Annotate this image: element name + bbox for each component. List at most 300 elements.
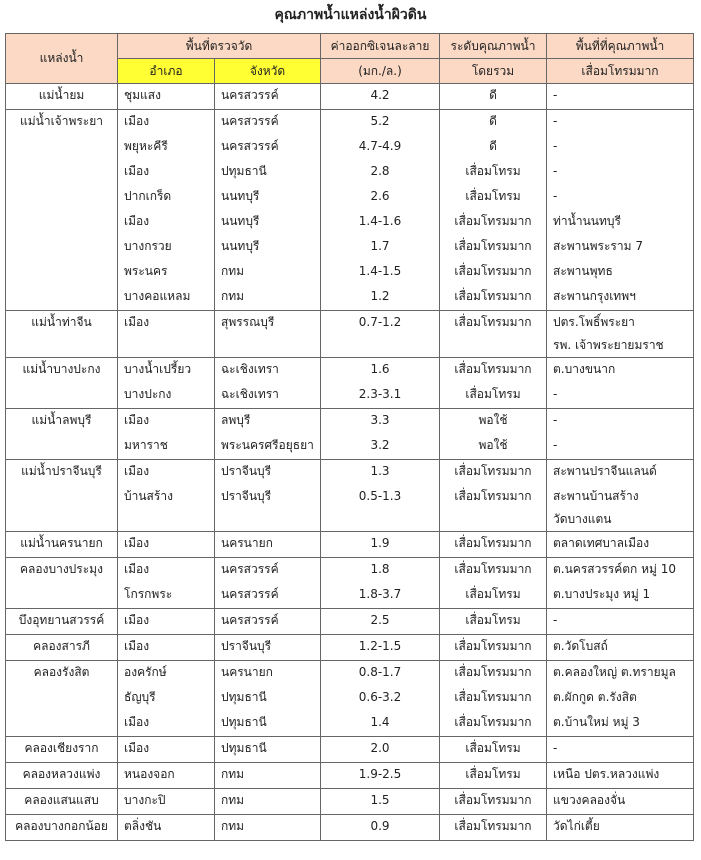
row-quality-level <box>440 460 547 486</box>
table-row <box>6 789 694 815</box>
row-source <box>6 135 118 160</box>
table-row <box>6 609 694 635</box>
row-province-text: ปทุมธานี <box>221 741 267 755</box>
table-row <box>6 160 694 185</box>
row-do-value-text: 1.9 <box>370 536 390 550</box>
row-district-text: ปากเกร็ด <box>124 189 172 203</box>
row-district <box>118 763 215 789</box>
table-row <box>6 383 694 409</box>
table-row <box>6 485 694 532</box>
row-quality-level-text: เสื่อมโทรมมาก <box>454 464 532 478</box>
row-poor-area-text: ต.นครสวรรค์ตก หมู่ 10 <box>553 562 677 576</box>
header-province: จังหวัด <box>215 59 321 84</box>
row-quality-level <box>440 737 547 763</box>
row-province <box>215 160 321 185</box>
row-do-value <box>321 185 440 210</box>
row-do-value <box>321 661 440 687</box>
row-quality-level <box>440 434 547 460</box>
row-quality-level <box>440 160 547 185</box>
row-poor-area-text: สะพานพุทธ <box>553 264 613 278</box>
row-district <box>118 358 215 384</box>
row-poor-area <box>547 532 694 558</box>
row-do-value-text: 1.6 <box>370 362 390 376</box>
row-province-text: นครสวรรค์ <box>221 587 279 601</box>
row-do-value-text: 3.2 <box>370 438 390 452</box>
table-row <box>6 260 694 285</box>
row-district-text: บางน้ำเปรี้ยว <box>124 362 192 376</box>
row-do-value <box>321 135 440 160</box>
row-district <box>118 686 215 711</box>
row-poor-area <box>547 409 694 435</box>
row-poor-area-text: - <box>553 88 558 102</box>
row-poor-area-text: ต.บางประมุง หมู่ 1 <box>553 587 651 601</box>
row-quality-level <box>440 532 547 558</box>
row-do-value <box>321 737 440 763</box>
row-province <box>215 686 321 711</box>
row-poor-area-text: - <box>553 189 558 203</box>
row-do-value-text: 0.6-3.2 <box>358 690 402 704</box>
row-district-text: เมือง <box>124 715 150 729</box>
row-province <box>215 185 321 210</box>
row-district-text: เมือง <box>124 164 150 178</box>
water-quality-table <box>5 33 694 841</box>
row-poor-area-text: - <box>553 114 558 128</box>
row-quality-level <box>440 210 547 235</box>
row-province <box>215 583 321 609</box>
row-poor-area-text-2: รพ. เจ้าพระยายมราช <box>553 338 664 352</box>
row-quality-level <box>440 815 547 841</box>
row-province-text: นนทบุรี <box>221 189 260 203</box>
row-province <box>215 358 321 384</box>
row-poor-area <box>547 110 694 136</box>
row-district <box>118 235 215 260</box>
row-district <box>118 409 215 435</box>
row-do-value-text: 2.3-3.1 <box>358 387 402 401</box>
row-poor-area <box>547 185 694 210</box>
row-do-value-text: 4.7-4.9 <box>358 139 402 153</box>
row-district <box>118 737 215 763</box>
row-source <box>6 485 118 532</box>
row-poor-area <box>547 285 694 311</box>
row-district <box>118 383 215 409</box>
row-province <box>215 460 321 486</box>
table-row <box>6 460 694 486</box>
row-poor-area <box>547 789 694 815</box>
row-poor-area-text: - <box>553 438 558 452</box>
row-province <box>215 311 321 358</box>
row-district <box>118 583 215 609</box>
row-do-value-text: 1.2 <box>370 289 390 303</box>
header-do-line1: ค่าออกซิเจนละลาย <box>321 34 440 59</box>
row-quality-level-text: เสื่อมโทรมมาก <box>454 690 532 704</box>
row-source <box>6 558 118 584</box>
row-quality-level-text: เสื่อมโทรม <box>465 587 521 601</box>
row-poor-area-text: - <box>553 387 558 401</box>
row-province <box>215 763 321 789</box>
row-district-text: โกรกพระ <box>124 587 173 601</box>
row-poor-area <box>547 711 694 737</box>
row-poor-area-text: ต.บ้านใหม่ หมู่ 3 <box>553 715 640 729</box>
table-row <box>6 210 694 235</box>
row-do-value <box>321 635 440 661</box>
row-district <box>118 635 215 661</box>
row-poor-area-text: ต.บางขนาก <box>553 362 616 376</box>
row-poor-area <box>547 460 694 486</box>
table-row <box>6 311 694 358</box>
row-province <box>215 434 321 460</box>
row-source <box>6 311 118 358</box>
table-row <box>6 84 694 110</box>
row-source <box>6 235 118 260</box>
row-province-text: นนทบุรี <box>221 239 260 253</box>
row-source-text: แม่น้ำท่าจีน <box>31 315 92 329</box>
row-province <box>215 135 321 160</box>
row-quality-level <box>440 235 547 260</box>
row-quality-level-text: พอใช้ <box>478 413 508 427</box>
row-district-text: เมือง <box>124 464 150 478</box>
row-district <box>118 485 215 532</box>
row-source-text: แม่น้ำปราจีนบุรี <box>21 464 102 478</box>
row-district <box>118 711 215 737</box>
row-do-value-text: 3.3 <box>370 413 390 427</box>
row-quality-level <box>440 635 547 661</box>
row-source <box>6 409 118 435</box>
row-quality-level-text: เสื่อมโทรม <box>465 164 521 178</box>
row-source <box>6 260 118 285</box>
row-district <box>118 815 215 841</box>
row-district-text: บางคอแหลม <box>124 289 191 303</box>
row-province-text: กทม <box>221 767 245 781</box>
row-poor-area-text: ท่าน้ำนนทบุรี <box>553 214 621 228</box>
row-do-value <box>321 409 440 435</box>
row-source <box>6 635 118 661</box>
row-do-value-text: 2.5 <box>370 613 390 627</box>
row-source <box>6 185 118 210</box>
header-level-line1: ระดับคุณภาพน้ำ <box>440 34 547 59</box>
row-source <box>6 434 118 460</box>
row-poor-area-text: สะพานบ้านสร้าง <box>553 489 639 503</box>
row-source-text: แม่น้ำลพบุรี <box>31 413 92 427</box>
row-province-text: กทม <box>221 819 245 833</box>
row-district-text: บ้านสร้าง <box>124 489 173 503</box>
row-province <box>215 789 321 815</box>
row-district-text: องครักษ์ <box>124 665 167 679</box>
table-row <box>6 110 694 136</box>
row-do-value-text: 2.6 <box>370 189 390 203</box>
row-province <box>215 235 321 260</box>
table-row <box>6 558 694 584</box>
table-row <box>6 185 694 210</box>
row-do-value <box>321 485 440 532</box>
row-district-text: มหาราช <box>124 438 168 452</box>
table-row <box>6 737 694 763</box>
row-province-text: นครสวรรค์ <box>221 139 279 153</box>
row-do-value-text: 1.8 <box>370 562 390 576</box>
row-district-text: เมือง <box>124 562 150 576</box>
row-source <box>6 358 118 384</box>
row-do-value <box>321 110 440 136</box>
row-province <box>215 635 321 661</box>
row-do-value <box>321 686 440 711</box>
row-poor-area <box>547 358 694 384</box>
row-province-text: ปทุมธานี <box>221 164 267 178</box>
row-do-value-text: 0.9 <box>370 819 390 833</box>
row-do-value-text: 1.5 <box>370 793 390 807</box>
row-source <box>6 815 118 841</box>
row-district-text: พระนคร <box>124 264 168 278</box>
row-district <box>118 532 215 558</box>
row-poor-area <box>547 160 694 185</box>
row-source-text: แม่น้ำบางปะกง <box>22 362 101 376</box>
table-row <box>6 815 694 841</box>
row-province <box>215 815 321 841</box>
row-province-text: นครนายก <box>221 665 273 679</box>
row-province <box>215 532 321 558</box>
row-poor-area-text: เหนือ ปตร.หลวงแพ่ง <box>553 767 660 781</box>
row-district-text: บางกะปิ <box>124 793 166 807</box>
row-district <box>118 84 215 110</box>
row-do-value-text: 1.3 <box>370 464 390 478</box>
row-poor-area <box>547 686 694 711</box>
row-province-text: ปทุมธานี <box>221 690 267 704</box>
row-province <box>215 409 321 435</box>
row-quality-level <box>440 661 547 687</box>
row-quality-level-text: พอใช้ <box>478 438 508 452</box>
row-quality-level <box>440 358 547 384</box>
row-province-text: ลพบุรี <box>221 413 251 427</box>
row-quality-level-text: เสื่อมโทรม <box>465 189 521 203</box>
row-quality-level-text: เสื่อมโทรมมาก <box>454 264 532 278</box>
row-source-text: แม่น้ำยม <box>38 88 85 102</box>
row-district-text: เมือง <box>124 114 150 128</box>
row-quality-level <box>440 789 547 815</box>
row-province-text: กทม <box>221 264 245 278</box>
row-do-value-text: 4.2 <box>370 88 390 102</box>
row-district-text: บางกรวย <box>124 239 172 253</box>
row-poor-area <box>547 609 694 635</box>
row-quality-level-text: เสื่อมโทรม <box>465 767 521 781</box>
row-poor-area <box>547 661 694 687</box>
row-quality-level-text: เสื่อมโทรมมาก <box>454 214 532 228</box>
row-poor-area <box>547 635 694 661</box>
row-do-value-text: 0.7-1.2 <box>358 315 402 329</box>
row-quality-level <box>440 285 547 311</box>
row-quality-level-text: เสื่อมโทรมมาก <box>454 562 532 576</box>
row-source <box>6 763 118 789</box>
row-quality-level-text: เสื่อมโทรมมาก <box>454 715 532 729</box>
row-quality-level-text: เสื่อมโทรมมาก <box>454 793 532 807</box>
row-province-text: นครนายก <box>221 536 273 550</box>
row-quality-level-text: เสื่อมโทรม <box>465 387 521 401</box>
table-row <box>6 285 694 311</box>
row-poor-area-text: ต.วัดโบสถ์ <box>553 639 608 653</box>
row-province <box>215 260 321 285</box>
row-source <box>6 160 118 185</box>
row-poor-area-text: สะพานพระราม 7 <box>553 239 643 253</box>
row-district-text: ชุมแสง <box>124 88 161 102</box>
row-quality-level <box>440 485 547 532</box>
row-province <box>215 110 321 136</box>
row-district-text: เมือง <box>124 536 150 550</box>
row-quality-level <box>440 609 547 635</box>
row-district <box>118 135 215 160</box>
row-province <box>215 558 321 584</box>
row-quality-level-text: เสื่อมโทรม <box>465 741 521 755</box>
table-header <box>6 34 694 84</box>
row-quality-level-text: เสื่อมโทรม <box>465 613 521 627</box>
row-do-value-text: 0.5-1.3 <box>358 489 402 503</box>
row-province-text: สุพรรณบุรี <box>221 315 275 329</box>
row-district-text: พยุหะคีรี <box>124 139 168 153</box>
row-poor-area-text: - <box>553 164 558 178</box>
row-quality-level-text: เสื่อมโทรมมาก <box>454 239 532 253</box>
row-province <box>215 285 321 311</box>
row-do-value <box>321 583 440 609</box>
row-district-text: ธัญบุรี <box>124 690 156 704</box>
row-district <box>118 110 215 136</box>
table-row <box>6 358 694 384</box>
row-district <box>118 661 215 687</box>
row-poor-area-text: - <box>553 741 558 755</box>
row-district <box>118 185 215 210</box>
table-row <box>6 686 694 711</box>
row-quality-level <box>440 558 547 584</box>
table-row <box>6 235 694 260</box>
row-source-text: คลองแสนแสบ <box>24 793 99 807</box>
row-source-text: แม่น้ำเจ้าพระยา <box>19 114 104 128</box>
row-quality-level-text: เสื่อมโทรมมาก <box>454 639 532 653</box>
row-province-text: ปราจีนบุรี <box>221 464 272 478</box>
row-province <box>215 210 321 235</box>
row-quality-level <box>440 110 547 136</box>
row-do-value-text: 2.8 <box>370 164 390 178</box>
row-source-text: คลองบางกอกน้อย <box>15 819 108 833</box>
row-quality-level-text: ดี <box>489 139 497 153</box>
row-poor-area <box>547 260 694 285</box>
row-source-text: คลองสารภี <box>33 639 90 653</box>
row-do-value <box>321 311 440 358</box>
row-poor-area <box>547 583 694 609</box>
table-row <box>6 409 694 435</box>
row-do-value <box>321 434 440 460</box>
row-district-text: ตลิ่งชัน <box>124 819 162 833</box>
row-source <box>6 285 118 311</box>
table-row <box>6 135 694 160</box>
row-source <box>6 789 118 815</box>
table-row <box>6 583 694 609</box>
row-province-text: นครสวรรค์ <box>221 562 279 576</box>
row-quality-level-text: เสื่อมโทรมมาก <box>454 315 532 329</box>
table-body <box>6 84 694 841</box>
row-poor-area-text: แขวงคลองจั่น <box>553 793 626 807</box>
row-province-text: นนทบุรี <box>221 214 260 228</box>
row-province-text: ปทุมธานี <box>221 715 267 729</box>
header-source: แหล่งน้ำ <box>6 34 118 84</box>
row-do-value <box>321 763 440 789</box>
row-district <box>118 160 215 185</box>
row-do-value-text: 0.8-1.7 <box>358 665 402 679</box>
row-province <box>215 711 321 737</box>
row-source <box>6 110 118 136</box>
row-do-value <box>321 358 440 384</box>
row-district-text: บางปะกง <box>124 387 172 401</box>
row-do-value-text: 1.4-1.6 <box>358 214 402 228</box>
row-do-value <box>321 815 440 841</box>
row-quality-level-text: เสื่อมโทรมมาก <box>454 289 532 303</box>
row-quality-level <box>440 711 547 737</box>
row-poor-area-text: สะพานปราจีนแลนด์ <box>553 464 657 478</box>
row-quality-level <box>440 311 547 358</box>
row-poor-area-text: ต.คลองใหญ่ ต.ทรายมูล <box>553 665 676 679</box>
row-do-value <box>321 84 440 110</box>
row-do-value <box>321 460 440 486</box>
row-quality-level <box>440 583 547 609</box>
row-district-text: หนองจอก <box>124 767 175 781</box>
row-source-text: คลองรังสิต <box>33 665 90 679</box>
row-do-value <box>321 711 440 737</box>
row-poor-area-text-2: วัดบางแตน <box>553 512 612 526</box>
row-source <box>6 383 118 409</box>
row-province-text: กทม <box>221 289 245 303</box>
table-row <box>6 763 694 789</box>
row-poor-area-text: - <box>553 139 558 153</box>
row-poor-area <box>547 383 694 409</box>
row-province <box>215 737 321 763</box>
page-title: คุณภาพน้ำแหล่งน้ำผิวดิน <box>274 7 427 23</box>
header-inspection-area: พื้นที่ตรวจวัด <box>118 34 321 59</box>
row-do-value <box>321 532 440 558</box>
row-poor-area <box>547 815 694 841</box>
row-poor-area-text: ตลาดเทศบาลเมือง <box>553 536 650 550</box>
row-poor-area <box>547 485 694 532</box>
row-district <box>118 789 215 815</box>
row-province-text: นครสวรรค์ <box>221 114 279 128</box>
row-province <box>215 485 321 532</box>
row-province-text: ฉะเชิงเทรา <box>221 362 279 376</box>
row-poor-area <box>547 210 694 235</box>
row-district <box>118 460 215 486</box>
row-source <box>6 532 118 558</box>
row-district <box>118 210 215 235</box>
row-poor-area-text: - <box>553 613 558 627</box>
row-do-value-text: 1.8-3.7 <box>358 587 402 601</box>
row-quality-level <box>440 135 547 160</box>
row-poor-area-text: สะพานกรุงเทพฯ <box>553 289 636 303</box>
row-district <box>118 285 215 311</box>
header-poor-area-line1: พื้นที่ที่คุณภาพน้ำ <box>547 34 694 59</box>
row-quality-level <box>440 383 547 409</box>
row-province-text: กทม <box>221 793 245 807</box>
row-quality-level <box>440 260 547 285</box>
row-province-text: ปราจีนบุรี <box>221 639 272 653</box>
row-do-value <box>321 210 440 235</box>
row-poor-area-text: ต.ผักกูด ต.รังสิต <box>553 690 637 704</box>
table-row <box>6 434 694 460</box>
row-do-value-text: 1.7 <box>370 239 390 253</box>
row-district-text: เมือง <box>124 613 150 627</box>
row-do-value <box>321 789 440 815</box>
row-quality-level-text: เสื่อมโทรมมาก <box>454 489 532 503</box>
header-district: อำเภอ <box>118 59 215 84</box>
row-quality-level <box>440 185 547 210</box>
row-poor-area <box>547 311 694 358</box>
row-do-value <box>321 260 440 285</box>
row-district <box>118 311 215 358</box>
row-do-value <box>321 235 440 260</box>
row-do-value <box>321 160 440 185</box>
row-province <box>215 84 321 110</box>
header-do-line2: (มก./ล.) <box>321 59 440 84</box>
